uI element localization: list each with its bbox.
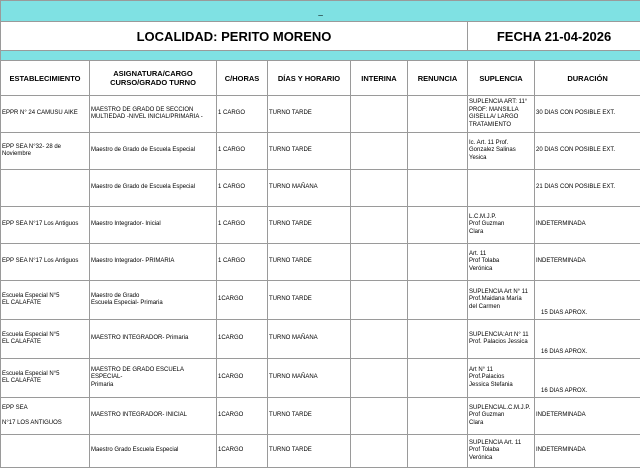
cell-interina	[351, 359, 408, 398]
cell-renuncia	[408, 207, 468, 244]
cell-horas: 1 CARGO	[217, 244, 268, 281]
cell-duracion: 15 DIAS APROX.	[535, 281, 640, 320]
cell-renuncia	[408, 320, 468, 359]
cell-dias: TURNO TARDE	[268, 244, 351, 281]
cell-duracion: 16 DIAS APROX.	[535, 320, 640, 359]
cell-asignatura: Maestro Integrador- PRIMARIA	[90, 244, 217, 281]
table-row	[1, 96, 640, 133]
cell-interina	[351, 133, 408, 170]
header-renuncia: RENUNCIA	[408, 61, 468, 96]
cell-dias: TURNO TARDE	[268, 207, 351, 244]
title-row	[1, 22, 640, 51]
cell-dias: TURNO TARDE	[268, 96, 351, 133]
cell-horas: 1CARGO	[217, 359, 268, 398]
cell-duracion: INDETERMINADA	[535, 398, 640, 435]
table-row	[1, 320, 640, 359]
cell-suplencia: Art. 11 Prof Tolaba Verónica	[468, 244, 535, 281]
cell-duracion: INDETERMINADA	[535, 207, 640, 244]
cell-establecimiento: EPPR N° 24 CAMUSU AIKE	[1, 96, 90, 133]
cell-asignatura: Maestro de Grado de Escuela Especial	[90, 133, 217, 170]
cell-horas: 1 CARGO	[217, 133, 268, 170]
cell-renuncia	[408, 133, 468, 170]
cell-interina	[351, 281, 408, 320]
spacer-row	[1, 51, 640, 61]
cell-horas: 1 CARGO	[217, 207, 268, 244]
cell-establecimiento	[1, 170, 90, 207]
cell-interina	[351, 435, 408, 468]
cell-suplencia: SUPLENCIAL.C.M.J.P. Prof Guzman Clara	[468, 398, 535, 435]
cell-interina	[351, 96, 408, 133]
cell-establecimiento: EPP SEA N°17 Los Antiguos	[1, 207, 90, 244]
cell-dias: TURNO MAÑANA	[268, 359, 351, 398]
table-row	[1, 398, 640, 435]
header-asignatura: ASIGNATURA/CARGO CURSO/GRADO TURNO	[90, 61, 217, 96]
cell-dias: TURNO TARDE	[268, 133, 351, 170]
table-row	[1, 244, 640, 281]
cell-interina	[351, 320, 408, 359]
cell-suplencia: SUPLENCIA Art. 11 Prof Tolaba Verónica	[468, 435, 535, 468]
table-row	[1, 359, 640, 398]
cell-asignatura: Maestro de Grado de Escuela Especial	[90, 170, 217, 207]
table-body	[1, 96, 640, 468]
cell-establecimiento: EPP SEA N°17 Los Antiguos	[1, 244, 90, 281]
table-row	[1, 170, 640, 207]
cell-suplencia: L.C.M.J.P. Prof Guzman Clara	[468, 207, 535, 244]
cell-suplencia: SUPLENCIA:Art N° 11 Prof. Palacios Jessica	[468, 320, 535, 359]
cell-establecimiento: EPP SEA N°17 LOS ANTIGUOS	[1, 398, 90, 435]
cell-asignatura: Maestro de Grado Escuela Especial- Primaria	[90, 281, 217, 320]
cell-asignatura: Maestro Grado Escuela Especial	[90, 435, 217, 468]
cell-asignatura: MAESTRO INTEGRADOR- Primaria	[90, 320, 217, 359]
cell-renuncia	[408, 359, 468, 398]
cell-asignatura: MAESTRO DE GRADO ESCUELA ESPECIAL- Primaria	[90, 359, 217, 398]
header-interina: INTERINA	[351, 61, 408, 96]
cell-horas: 1CARGO	[217, 281, 268, 320]
header-row	[1, 61, 640, 96]
cell-suplencia	[468, 170, 535, 207]
cell-establecimiento	[1, 435, 90, 468]
spacer-cell	[1, 51, 640, 61]
cell-establecimiento: Escuela Especial N°5 EL CALAFATE	[1, 281, 90, 320]
table-row	[1, 281, 640, 320]
cell-dias: TURNO MAÑANA	[268, 320, 351, 359]
cell-renuncia	[408, 281, 468, 320]
cell-renuncia	[408, 398, 468, 435]
header-horas: C/HORAS	[217, 61, 268, 96]
cell-renuncia	[408, 244, 468, 281]
header-duracion: DURACIÓN	[535, 61, 640, 96]
cell-interina	[351, 170, 408, 207]
cell-renuncia	[408, 96, 468, 133]
cell-asignatura: MAESTRO INTEGRADOR- INICIAL	[90, 398, 217, 435]
cell-establecimiento: Escuela Especial N°5 EL CALAFATE	[1, 320, 90, 359]
cell-dias: TURNO TARDE	[268, 398, 351, 435]
cell-suplencia: Ic. Art. 11 Prof. Gonzalez Salinas Yesica	[468, 133, 535, 170]
table-row	[1, 133, 640, 170]
cell-interina	[351, 398, 408, 435]
cell-asignatura: MAESTRO DE GRADO DE SECCION MULTIEDAD -NIVEL INICIAL/PRIMARIA -	[90, 96, 217, 133]
cell-horas: 1CARGO	[217, 398, 268, 435]
cell-interina	[351, 244, 408, 281]
cell-suplencia: SUPLENCIA Art N° 11 Prof.Maidana María del Carmen	[468, 281, 535, 320]
cell-renuncia	[408, 170, 468, 207]
cell-suplencia: Art N° 11 Prof.Palacios Jessica Stefania	[468, 359, 535, 398]
cell-asignatura: Maestro Integrador- Inicial	[90, 207, 217, 244]
locality-title: LOCALIDAD: PERITO MORENO	[1, 22, 468, 51]
top-banner-row	[1, 1, 640, 22]
cell-duracion: 16 DIAS APROX.	[535, 359, 640, 398]
header-dias: DÍAS Y HORARIO	[268, 61, 351, 96]
date-title: FECHA 21-04-2026	[468, 22, 640, 51]
cell-renuncia	[408, 435, 468, 468]
cell-horas: 1CARGO	[217, 320, 268, 359]
cell-horas: 1 CARGO	[217, 170, 268, 207]
table-row	[1, 435, 640, 468]
header-establecimiento: ESTABLECIMIENTO	[1, 61, 90, 96]
cell-suplencia: SUPLENCIA ART: 11° PROF: MANSILLA GISELLA/ LARGO TRATAMIENTO	[468, 96, 535, 133]
cell-duracion: INDETERMINADA	[535, 244, 640, 281]
cell-duracion: 20 DIAS CON POSIBLE EXT.	[535, 133, 640, 170]
cell-horas: 1 CARGO	[217, 96, 268, 133]
cell-duracion: 30 DIAS CON POSIBLE EXT.	[535, 96, 640, 133]
header-suplencia: SUPLENCIA	[468, 61, 535, 96]
cell-establecimiento: EPP SEA N°32- 28 de Noviembre	[1, 133, 90, 170]
top-banner: _	[1, 1, 640, 22]
cell-duracion: 21 DIAS CON POSIBLE EXT.	[535, 170, 640, 207]
cell-dias: TURNO MAÑANA	[268, 170, 351, 207]
cell-horas: 1CARGO	[217, 435, 268, 468]
table-row	[1, 207, 640, 244]
cell-interina	[351, 207, 408, 244]
cell-duracion: INDETERMINADA	[535, 435, 640, 468]
cell-dias: TURNO TARDE	[268, 281, 351, 320]
cell-dias: TURNO TARDE	[268, 435, 351, 468]
cell-establecimiento: Escuela Especial N°5 EL CALAFATE	[1, 359, 90, 398]
